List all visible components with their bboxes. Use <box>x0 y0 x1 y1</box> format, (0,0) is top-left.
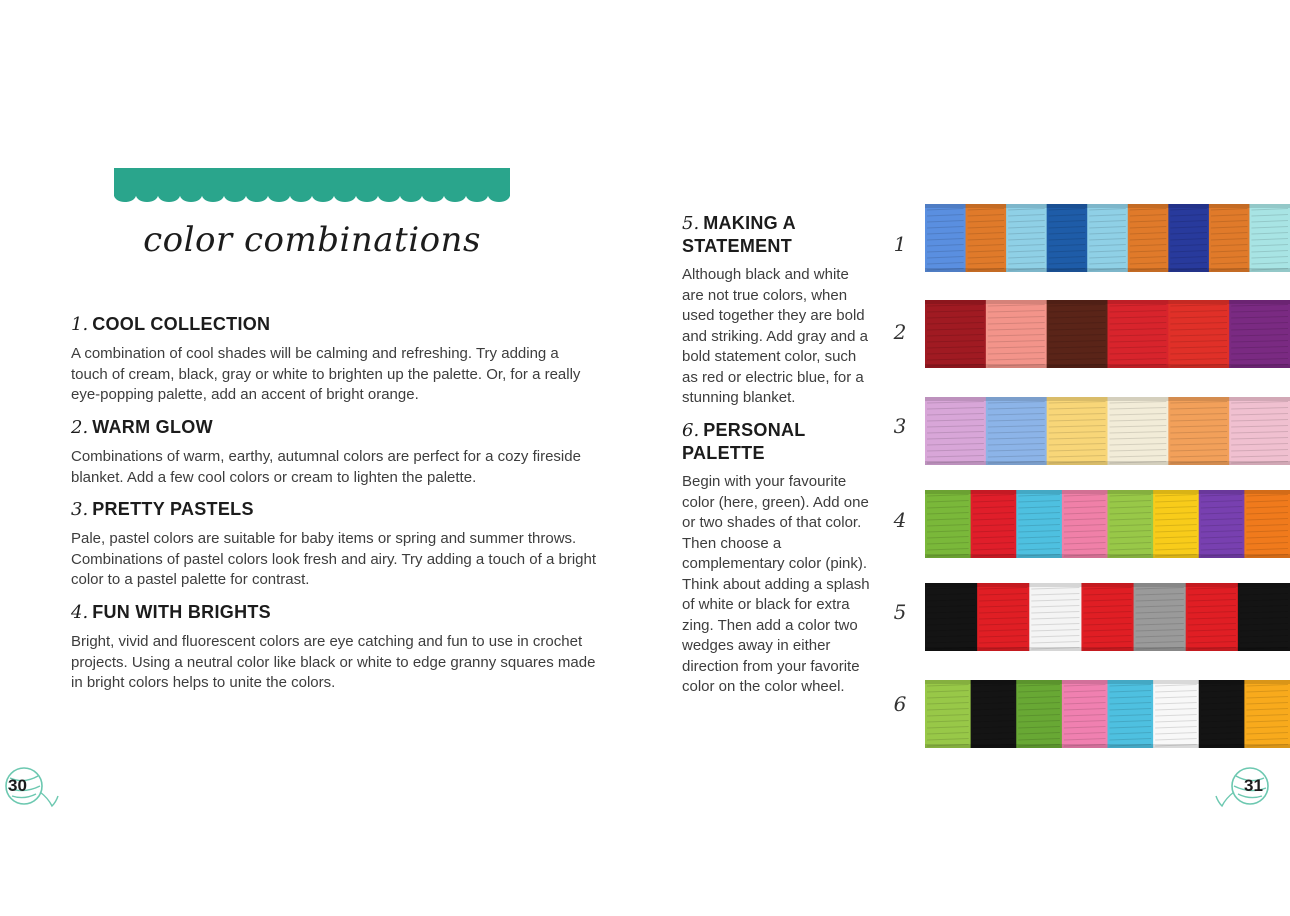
section-number: 1. <box>71 314 89 335</box>
strip-label: 6 <box>893 692 907 716</box>
section-number: 5. <box>682 213 700 234</box>
section-heading: PRETTY PASTELS <box>92 499 254 519</box>
page-number-left: 30 <box>8 776 27 795</box>
title-banner <box>114 168 510 206</box>
section-number: 2. <box>71 417 89 438</box>
banner-scallop <box>246 188 268 202</box>
section-heading-line1: PERSONAL <box>703 420 806 440</box>
section-cool-collection <box>71 313 596 406</box>
section-body: A combination of cool shades will be calming and refreshing. Try adding a touch of cream, black, gray or white to brighten up the palette. Or, for a really eye-popping palette, add an accent of bright orange. <box>71 345 581 403</box>
yarn-strip-3 <box>925 397 1290 465</box>
yarn-edge <box>925 461 1290 465</box>
section-heading: COOL COLLECTION <box>92 314 271 334</box>
strip-label: 4 <box>893 508 907 532</box>
section-body: Bright, vivid and fluorescent colors are eye catching and fun to use in crochet projects. Using a neutral color like black or white to edge granny squares made in bright colors helps to unite the colors. <box>71 633 596 691</box>
section-number: 6. <box>682 420 700 441</box>
page-title: color combinations <box>143 220 481 260</box>
yarn-edge <box>925 583 1290 587</box>
banner-scallop <box>290 188 312 202</box>
banner-scallop <box>158 188 180 202</box>
section-warm-glow <box>71 416 596 488</box>
strip-label: 1 <box>893 232 907 256</box>
section-body: Pale, pastel colors are suitable for baby items or spring and summer throws. Combinations of pastel colors look fresh and airy. Try adding a touch of a bright color to a pastel palette for contrast. <box>71 530 597 588</box>
section-heading: FUN WITH BRIGHTS <box>92 602 271 622</box>
section-making-a-statement <box>682 212 872 409</box>
banner-scallop <box>466 188 488 202</box>
section-personal-palette <box>682 419 872 698</box>
yarn-strip-1 <box>925 204 1290 272</box>
yarn-edge <box>925 647 1290 651</box>
banner-scallop <box>334 188 356 202</box>
yarn-edge <box>925 554 1290 558</box>
section-fun-with-brights <box>71 601 596 694</box>
yarn-edge <box>925 364 1290 368</box>
banner-scallop <box>488 188 510 202</box>
section-number: 3. <box>71 499 89 520</box>
banner-scallop <box>422 188 444 202</box>
banner-scallop <box>136 188 158 202</box>
section-number: 4. <box>71 602 89 623</box>
banner-scallop <box>378 188 400 202</box>
banner-scallop <box>268 188 290 202</box>
yarn-strip-4 <box>925 490 1290 558</box>
section-heading: WARM GLOW <box>92 417 213 437</box>
strip-label: 3 <box>893 414 907 438</box>
section-heading-line2: PALETTE <box>682 443 765 463</box>
yarn-edge <box>925 680 1290 684</box>
yarn-edge <box>925 300 1290 304</box>
banner-scallop <box>224 188 246 202</box>
section-body: Begin with your favourite color (here, green). Add one or two shades of that color. Then choose a complementary color (pink). Think about adding a splash of white or black for extra zing. Then add a color two wedges away in either direction from your favorite color on the color wheel. <box>682 473 870 695</box>
strip-label: 5 <box>893 600 907 624</box>
banner-scallop <box>202 188 224 202</box>
banner-scallop <box>180 188 202 202</box>
banner-scallop <box>444 188 466 202</box>
banner-scallop <box>312 188 334 202</box>
yarn-edge <box>925 397 1290 401</box>
section-heading-line2: STATEMENT <box>682 236 793 256</box>
page-number-right: 31 <box>1244 776 1263 795</box>
yarn-edge <box>925 744 1290 748</box>
section-body: Combinations of warm, earthy, autumnal colors are perfect for a cozy fireside blanket. Add a few cool colors or cream to lighten the palette. <box>71 448 581 486</box>
section-heading-line1: MAKING A <box>703 213 796 233</box>
strip-label: 2 <box>893 320 907 344</box>
banner-scallop <box>114 188 136 202</box>
section-body: Although black and white are not true colors, when used together they are bold and striking. Add gray and a bold statement color, such as red or electric blue, for a stunning blanket. <box>682 266 868 406</box>
yarn-edge <box>925 490 1290 494</box>
banner-scallop <box>400 188 422 202</box>
section-pretty-pastels <box>71 498 596 591</box>
banner-scallop <box>356 188 378 202</box>
yarn-edge <box>925 204 1290 208</box>
yarn-strip-2 <box>925 300 1290 368</box>
yarn-strip-6 <box>925 680 1290 748</box>
yarn-strip-5 <box>925 583 1290 651</box>
yarn-edge <box>925 268 1290 272</box>
